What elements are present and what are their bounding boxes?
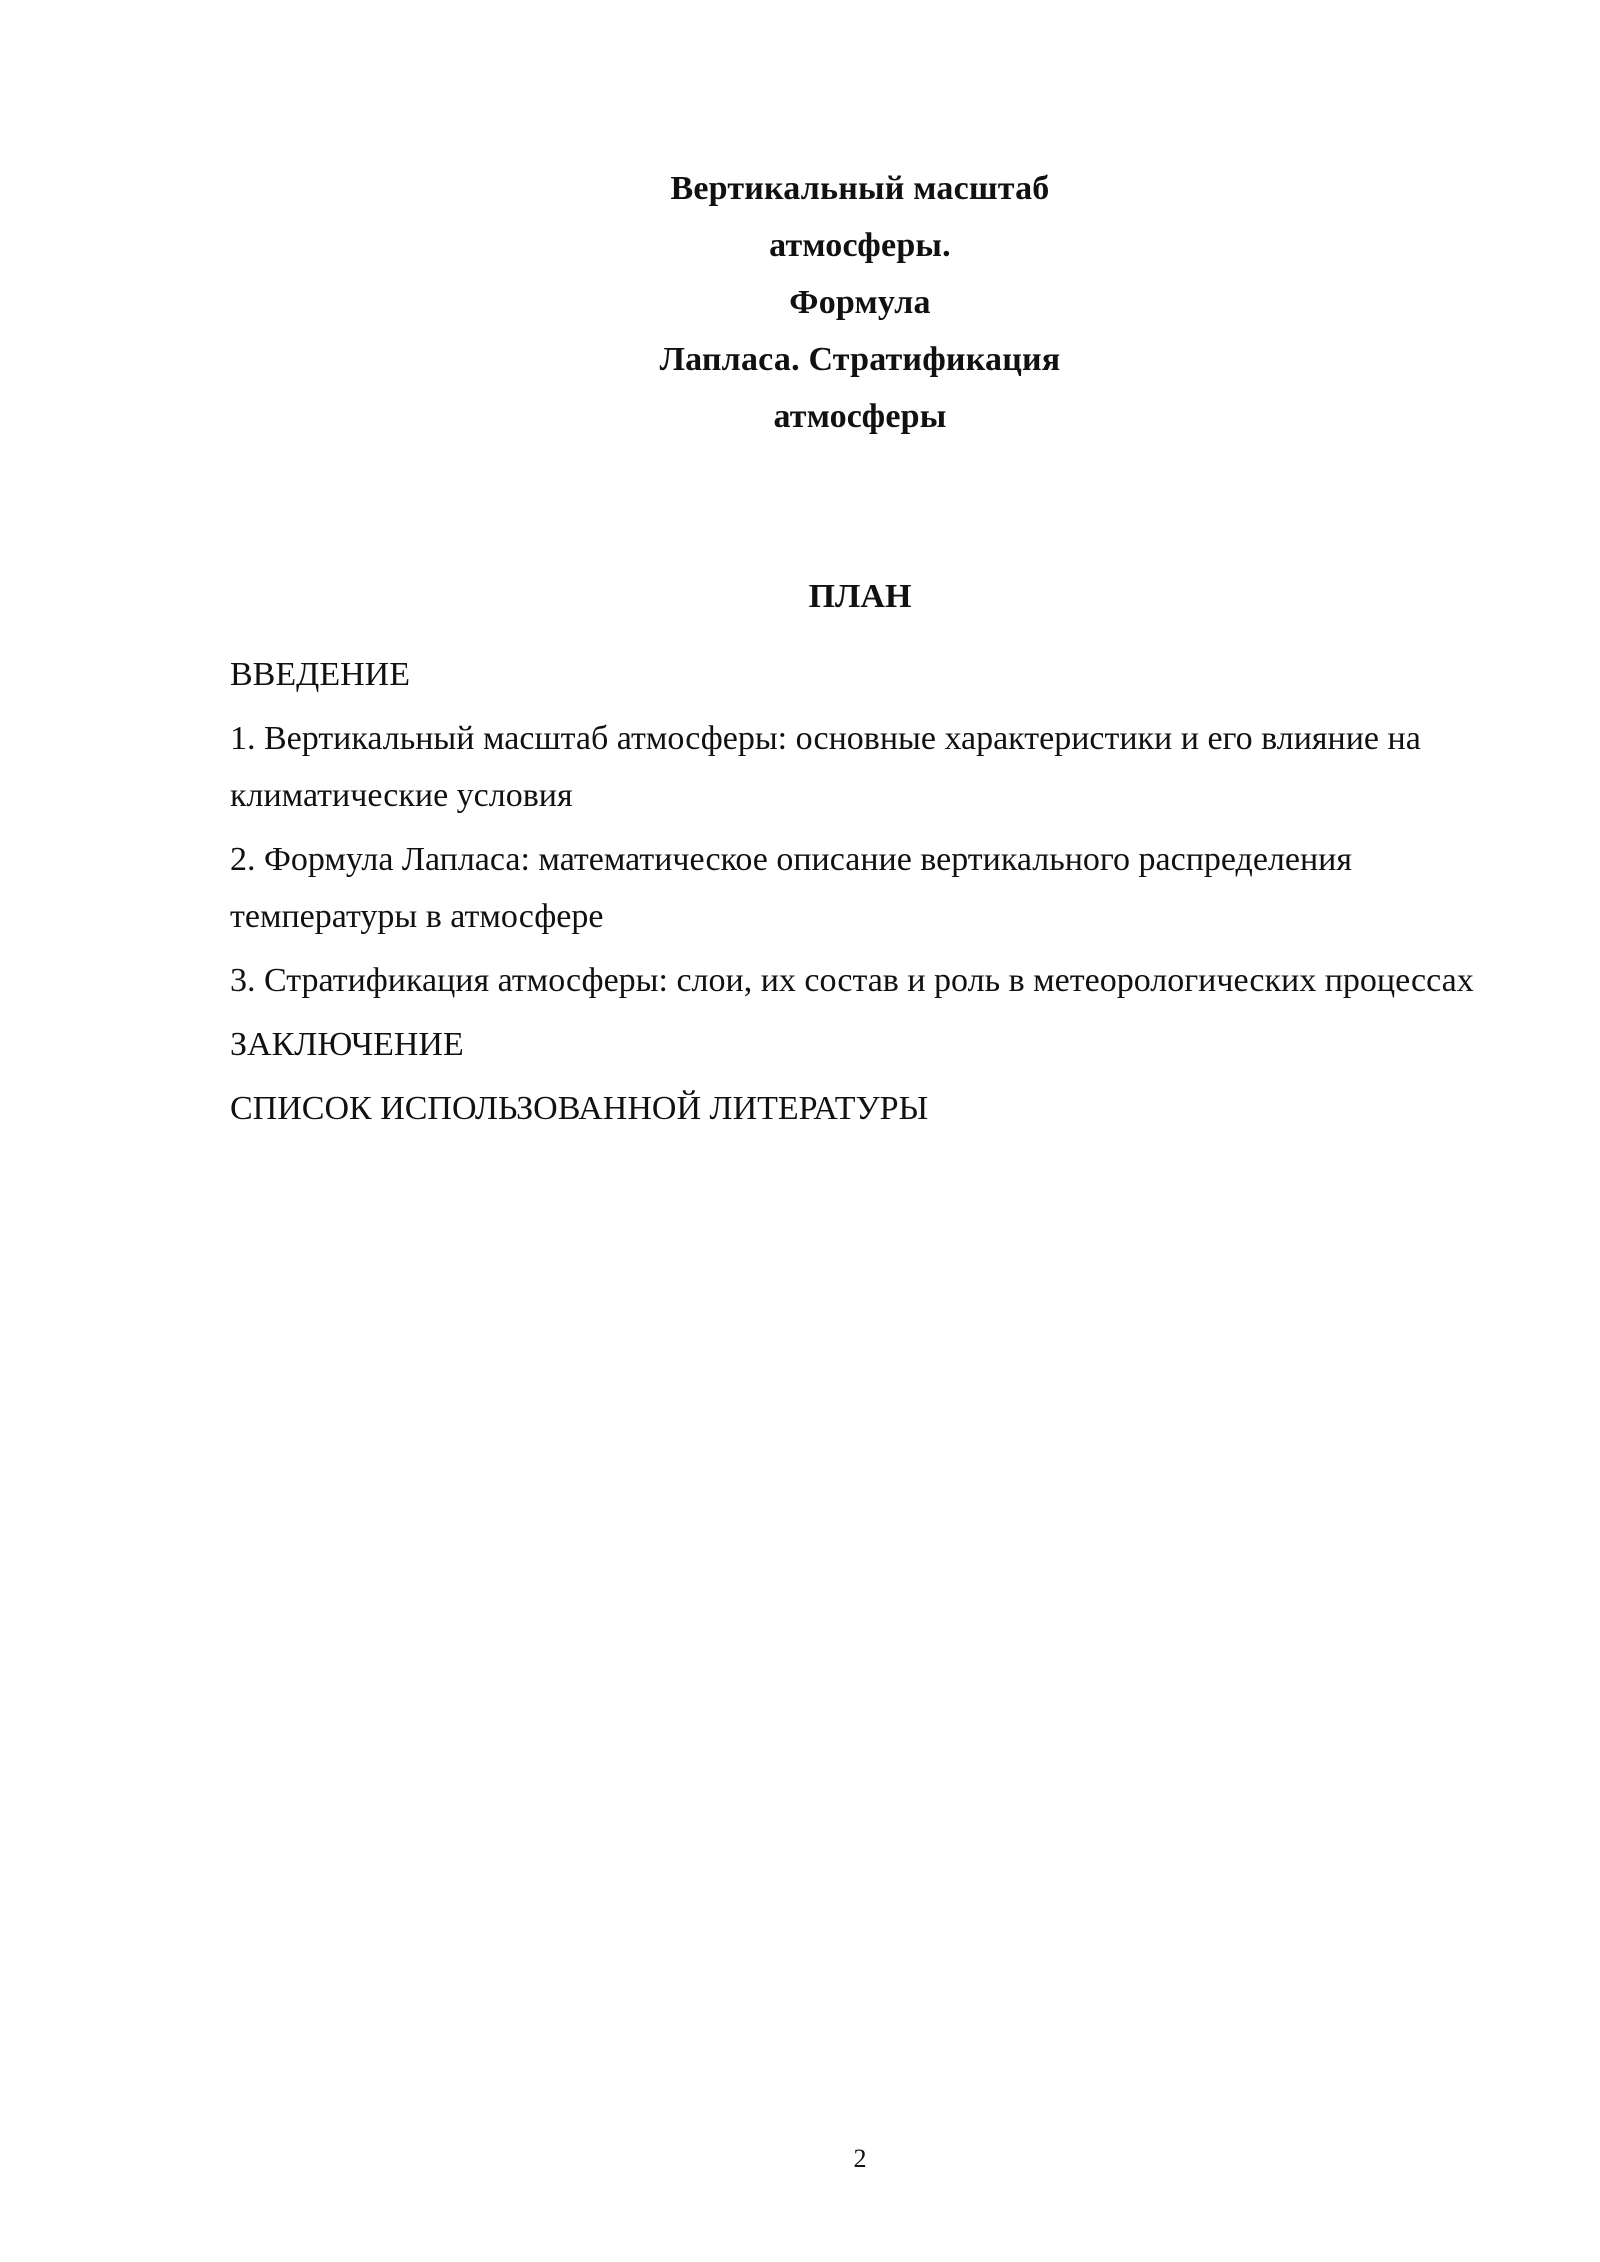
title-line: Лапласа. Стратификация (659, 341, 1061, 378)
document-title (0, 160, 1600, 445)
title-line: атмосферы (773, 398, 947, 435)
plan-item-conclusion: ЗАКЛЮЧЕНИЕ (230, 1026, 464, 1063)
title-line: Формула (789, 284, 931, 321)
plan-item-introduction: ВВЕДЕНИЕ (230, 656, 410, 693)
plan-heading: ПЛАН (808, 578, 912, 615)
title-line: атмосферы. (769, 227, 951, 264)
plan-item-1: 1. Вертикальный масштаб атмосферы: основные характеристики и его влияние на климатические условия (230, 720, 1421, 814)
plan-item-references: СПИСОК ИСПОЛЬЗОВАННОЙ ЛИТЕРАТУРЫ (230, 1090, 929, 1127)
plan-item-3: 3. Стратификация атмосферы: слои, их состав и роль в метеорологических процессах (230, 962, 1474, 999)
page-number: 2 (853, 2144, 867, 2173)
plan-item-2: 2. Формула Лапласа: математическое описание вертикального распределения температуры в атмосфере (230, 841, 1353, 935)
plan-list (230, 646, 1520, 1144)
title-line: Вертикальный масштаб (670, 170, 1050, 207)
